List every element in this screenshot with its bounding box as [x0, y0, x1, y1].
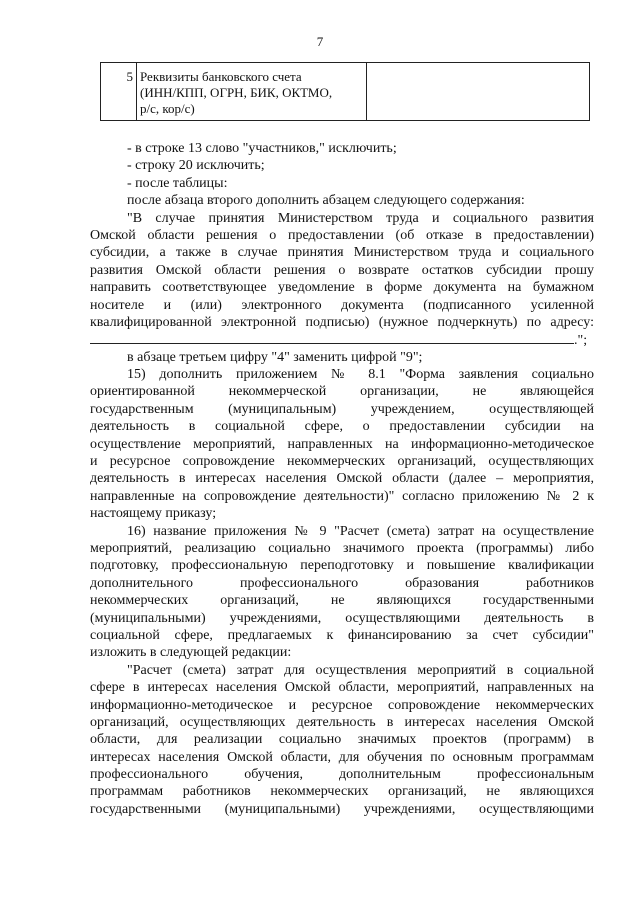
- text-line: области, для реализации социально значимых проектов (программ) в: [90, 732, 594, 748]
- text-line: информационно-методическое и ресурсное сопровождение некоммерческих: [90, 697, 594, 713]
- text-line: дополнительного профессионального образования работников: [90, 575, 594, 591]
- text-line: некоммерческих организаций, не являющихся государственными: [90, 593, 594, 609]
- text-line: "В случае принятия Министерством труда и социального развития: [127, 210, 594, 226]
- text-line: 16) название приложения № 9 "Расчет (смета) затрат на осуществление: [127, 523, 594, 539]
- text-line: направить соответствующее уведомление в форме документа на бумажном: [90, 280, 594, 296]
- text-line: - в строке 13 слово "участников," исключить;: [127, 141, 397, 156]
- text-line: программам работников некоммерческих организаций, не являющихся: [90, 784, 594, 800]
- text-line: - после таблицы:: [127, 175, 228, 191]
- text-line: 15) дополнить приложением № 8.1 "Форма заявления социально: [127, 367, 594, 383]
- text-line: (муниципальными) учреждениями, осуществляющими деятельность в: [90, 610, 594, 626]
- text-line: государственным (муниципальным) учреждением, осуществляющей: [90, 401, 594, 417]
- text-line: государственными (муниципальными) учреждениями, осуществляющими: [90, 801, 594, 817]
- text-line: направленные на сопровождение деятельности)" согласно приложению № 2 к: [90, 488, 594, 504]
- requisites-row-value: [367, 63, 589, 120]
- text-line: профессионального обучения, дополнительным профессиональным: [90, 767, 594, 783]
- text-line: ориентированной некоммерческой организации, не являющейся: [90, 384, 594, 400]
- text-line: и ресурсное сопровождение некоммерческих организаций, осуществляющих: [90, 454, 594, 470]
- text-line: носителе и (или) электронного документа (подписанного усиленной: [90, 297, 594, 313]
- text-line: субсидии, а также в случае принятия Министерством труда и социального: [90, 245, 594, 261]
- requisites-row-label: Реквизиты банковского счета (ИНН/КПП, ОГРН, БИК, ОКТМО, р/с, кор/с): [137, 63, 367, 120]
- text-line: изложить в следующей редакции:: [90, 645, 292, 661]
- text-line: настоящему приказу;: [90, 506, 217, 522]
- text-line: интересах населения Омской области, для обучения по основным программам: [90, 749, 594, 765]
- address-line-end: .";: [574, 333, 588, 349]
- text-line: осуществление мероприятий, направленных на информационно-методическое: [90, 436, 594, 452]
- text-line: в абзаце третьем цифру "4" заменить цифрой "9";: [127, 349, 423, 365]
- text-line: социальной сфере, предлагаемых к финансированию за счет субсидии": [90, 627, 594, 643]
- document-body: [90, 140, 594, 818]
- text-line: "Расчет (смета) затрат для осуществления мероприятий в социальной: [127, 662, 594, 678]
- text-line: развития Омской области решения о возврате остатков субсидии прошу: [90, 262, 594, 278]
- address-line: [90, 331, 594, 348]
- text-line: после абзаца второго дополнить абзацем следующего содержания:: [127, 193, 525, 209]
- requisites-row-number: 5: [101, 63, 137, 120]
- address-blank: [90, 331, 574, 344]
- text-line: подготовку, профессиональную переподготовку и повышение квалификации: [90, 558, 594, 574]
- text-line: организаций, осуществляющих деятельность в интересах населения Омской: [90, 714, 594, 730]
- requisites-table: [100, 62, 590, 121]
- text-line: деятельность в социальной сфере, о предоставлении субсидии на: [90, 419, 594, 435]
- text-line: мероприятий, реализацию социально значимого проекта (программы) либо: [90, 540, 594, 556]
- text-line: деятельность в интересах населения Омской области (далее – мероприятия,: [90, 471, 594, 487]
- text-line: - строку 20 исключить;: [127, 158, 265, 174]
- text-line: Омской области решения о предоставлении (об отказе в предоставлении): [90, 227, 594, 243]
- page-number: 7: [316, 34, 324, 49]
- text-line: квалифицированной электронной подписью) (нужное подчеркнуть) по адресу:: [90, 314, 594, 330]
- text-line: сфере в интересах населения Омской области, мероприятий, направленных на: [90, 680, 594, 696]
